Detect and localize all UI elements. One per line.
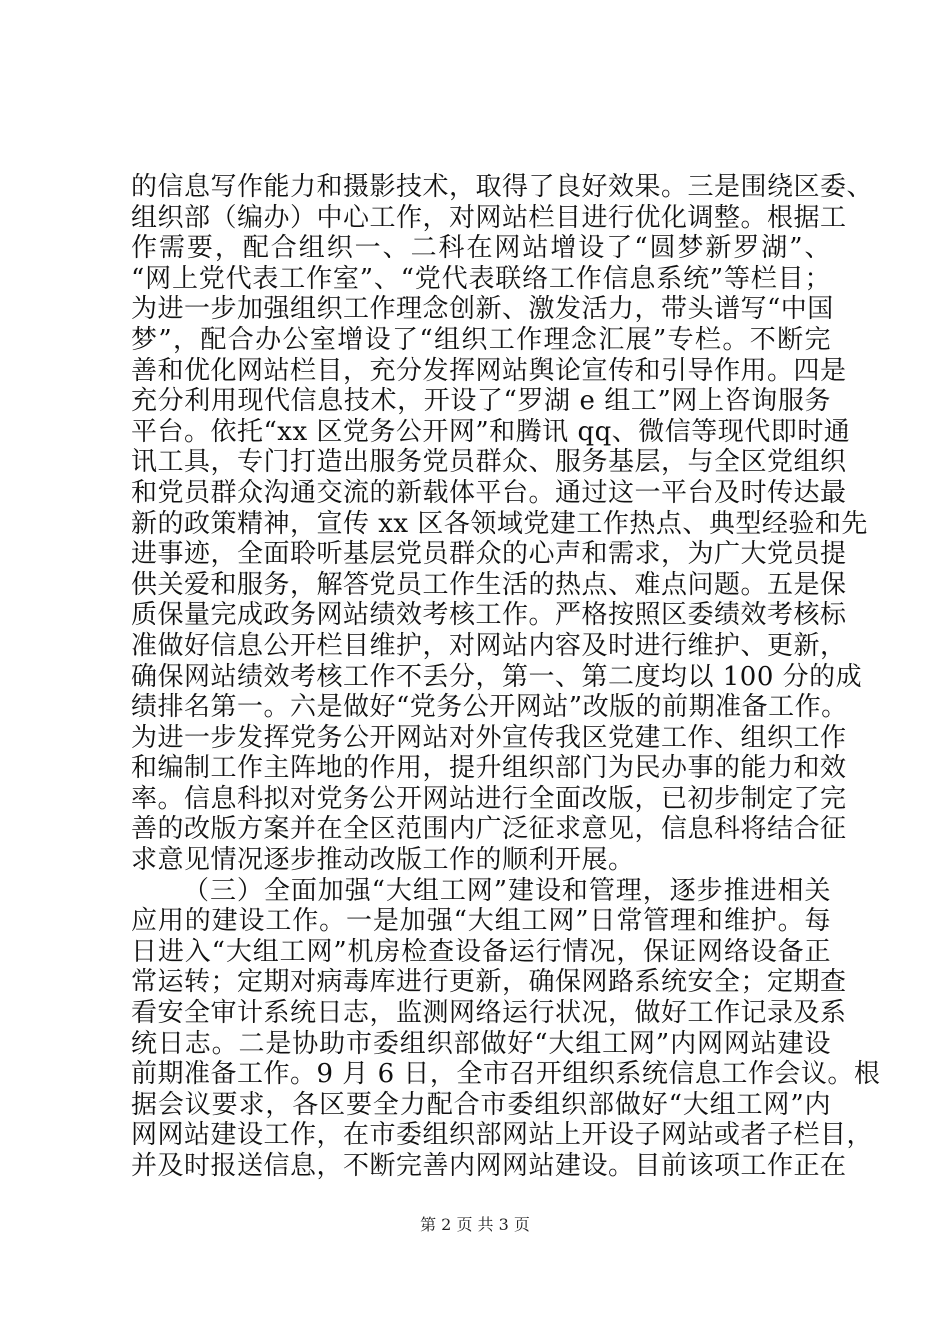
text-line: 为进一步加强组织工作理念创新、激发活力，带头谱写“中国 (131, 294, 834, 325)
text-line: 平台。依托“xx 区党务公开网”和腾讯 qq、微信等现代即时通 (131, 416, 851, 447)
text-line: 进事迹，全面聆听基层党员群众的心声和需求，为广大党员提 (131, 539, 847, 570)
text-line: 前期准备工作。9 月 6 日，全市召开组织系统信息工作会议。根 (131, 1059, 881, 1090)
text-line: 充分利用现代信息技术，开设了“罗湖 e 组工”网上咨询服务 (131, 386, 831, 417)
text-line: 常运转；定期对病毒库进行更新，确保网路系统安全；定期查 (131, 967, 847, 998)
text-line: 绩排名第一。六是做好“党务公开网站”改版的前期准备工作。 (131, 692, 848, 723)
text-line: 日进入“大组工网”机房检查设备运行情况，保证网络设备正 (131, 936, 831, 967)
text-line: 供关爱和服务，解答党员工作生活的热点、难点问题。五是保 (131, 569, 847, 600)
text-line: 准做好信息公开栏目维护，对网站内容及时进行维护、更新， (131, 630, 847, 661)
text-line: 统日志。二是协助市委组织部做好“大组工网”内网网站建设 (131, 1028, 831, 1059)
paragraph-end-line: 求意见情况逐步推动改版工作的顺利开展。 (131, 845, 635, 876)
body-text (131, 172, 881, 1182)
text-line: 并及时报送信息，不断完善内网网站建设。目前该项工作正在 (131, 1151, 847, 1181)
text-line: 作需要，配合组织一、二科在网站增设了“圆梦新罗湖”、 (131, 233, 831, 264)
text-line: 善和优化网站栏目，充分发挥网站舆论宣传和引导作用。四是 (131, 355, 847, 386)
text-line: 质保量完成政务网站绩效考核工作。严格按照区委绩效考核标 (131, 600, 847, 631)
text-line: 组织部（编办）中心工作，对网站栏目进行优化调整。根据工 (131, 202, 847, 233)
text-line: 确保网站绩效考核工作不丢分，第一、第二度均以 100 分的成 (131, 661, 863, 692)
text-line: 讯工具，专门打造出服务党员群众、服务基层，与全区党组织 (131, 447, 847, 478)
text-line: 和党员群众沟通交流的新载体平台。通过这一平台及时传达最 (131, 477, 847, 508)
page-footer: 第 2 页 共 3 页 (420, 1215, 530, 1234)
text-line: 为进一步发挥党务公开网站对外宣传我区党建工作、组织工作 (131, 722, 847, 753)
text-line: 率。信息科拟对党务公开网站进行全面改版，已初步制定了完 (131, 783, 847, 814)
text-line: 和编制工作主阵地的作用，提升组织部门为民办事的能力和效 (131, 753, 847, 784)
text-line: 网网站建设工作，在市委组织部网站上开设子网站或者子栏目， (131, 1120, 874, 1151)
text-line: “网上党代表工作室”、“党代表联络工作信息系统”等栏目； (131, 263, 831, 294)
text-line: 的信息写作能力和摄影技术，取得了良好效果。三是围绕区委、 (131, 172, 874, 202)
paragraph-start-line: （三）全面加强“大组工网”建设和管理，逐步推进相关 (183, 875, 831, 906)
text-line: 看安全审计系统日志，监测网络运行状况，做好工作记录及系 (131, 998, 847, 1029)
text-line: 据会议要求，各区要全力配合市委组织部做好“大组工网”内 (131, 1089, 831, 1120)
text-line: 新的政策精神，宣传 xx 区各领域党建工作热点、典型经验和先 (131, 508, 868, 539)
text-line: 善的改版方案并在全区范围内广泛征求意见，信息科将结合征 (131, 814, 847, 845)
text-line: 应用的建设工作。一是加强“大组工网”日常管理和维护。每 (131, 906, 831, 937)
text-line: 梦”，配合办公室增设了“组织工作理念汇展”专栏。不断完 (131, 324, 831, 355)
